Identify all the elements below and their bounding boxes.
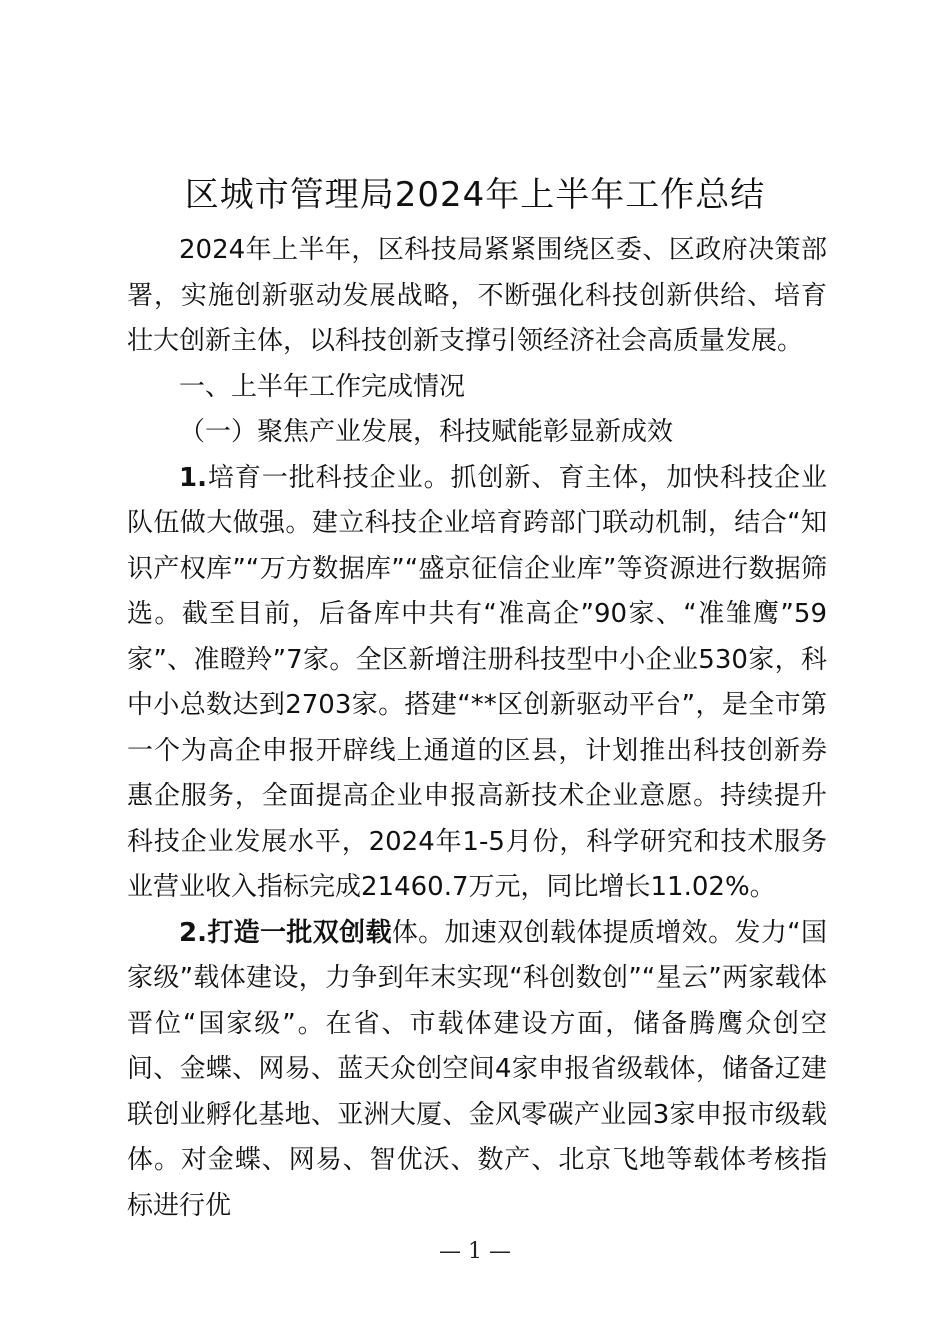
document-title: 区城市管理局2024年上半年工作总结: [184, 175, 766, 215]
subsection-heading: （一）聚焦产业发展，科技赋能彰显新成效: [179, 417, 674, 447]
intro-paragraph: 2024年上半年，区科技局紧紧围绕区委、区政府决策部署，实施创新驱动发展战略，不断强化科技创新供给、培育壮大创新主体，以科技创新支撑引领经济社会高质量发展。: [127, 235, 827, 356]
item-2-paragraph: [127, 911, 827, 1230]
item-1-lead: 1.: [179, 462, 207, 493]
item-1-text: 培育一批科技企业。抓创新、育主体，加快科技企业队伍做大做强。建立科技企业培育跨部门联动机制，结合“知识产权库”“万方数据库”“盛京征信企业库”等资源进行数据筛选。截至目前，后备库中共有“准高企”90家、“准雏鹰”59家”、准瞪羚”7家。全区新增注册科技型中小企业530家，科中小总数达到2703家。搭建“**区创新驱动平台”，是全市第一个为高企申报开辟线上通道的区县，计划推出科技创新券惠企服务，全面提高企业申报高新技术企业意愿。持续提升科技企业发展水平，2024年1-5月份，科学研究和技术服务业营业收入指标完成21460.7万元，同比增长11.02%。: [127, 462, 827, 902]
page-number: — 1 —: [439, 1239, 511, 1264]
document-body: [127, 228, 827, 1229]
item-1-paragraph: [127, 456, 827, 911]
section-heading: 一、上半年工作完成情况: [179, 371, 466, 402]
item-2-lead: 2.打造一批双创载: [179, 917, 392, 948]
item-2-text: 体。加速双创载体提质增效。发力“国家级”载体建设，力争到年末实现“科创数创”“星云”两家载体晋位“国家级”。在省、市载体建设方面，储备腾鹰众创空间、金蝶、网易、蓝天众创空间4家申报省级载体，储备辽建联创业孵化基地、亚洲大厦、金风零碳产业园3家申报市级载体。对金蝶、网易、智优沃、数产、北京飞地等载体考核指标进行优: [127, 917, 827, 1221]
